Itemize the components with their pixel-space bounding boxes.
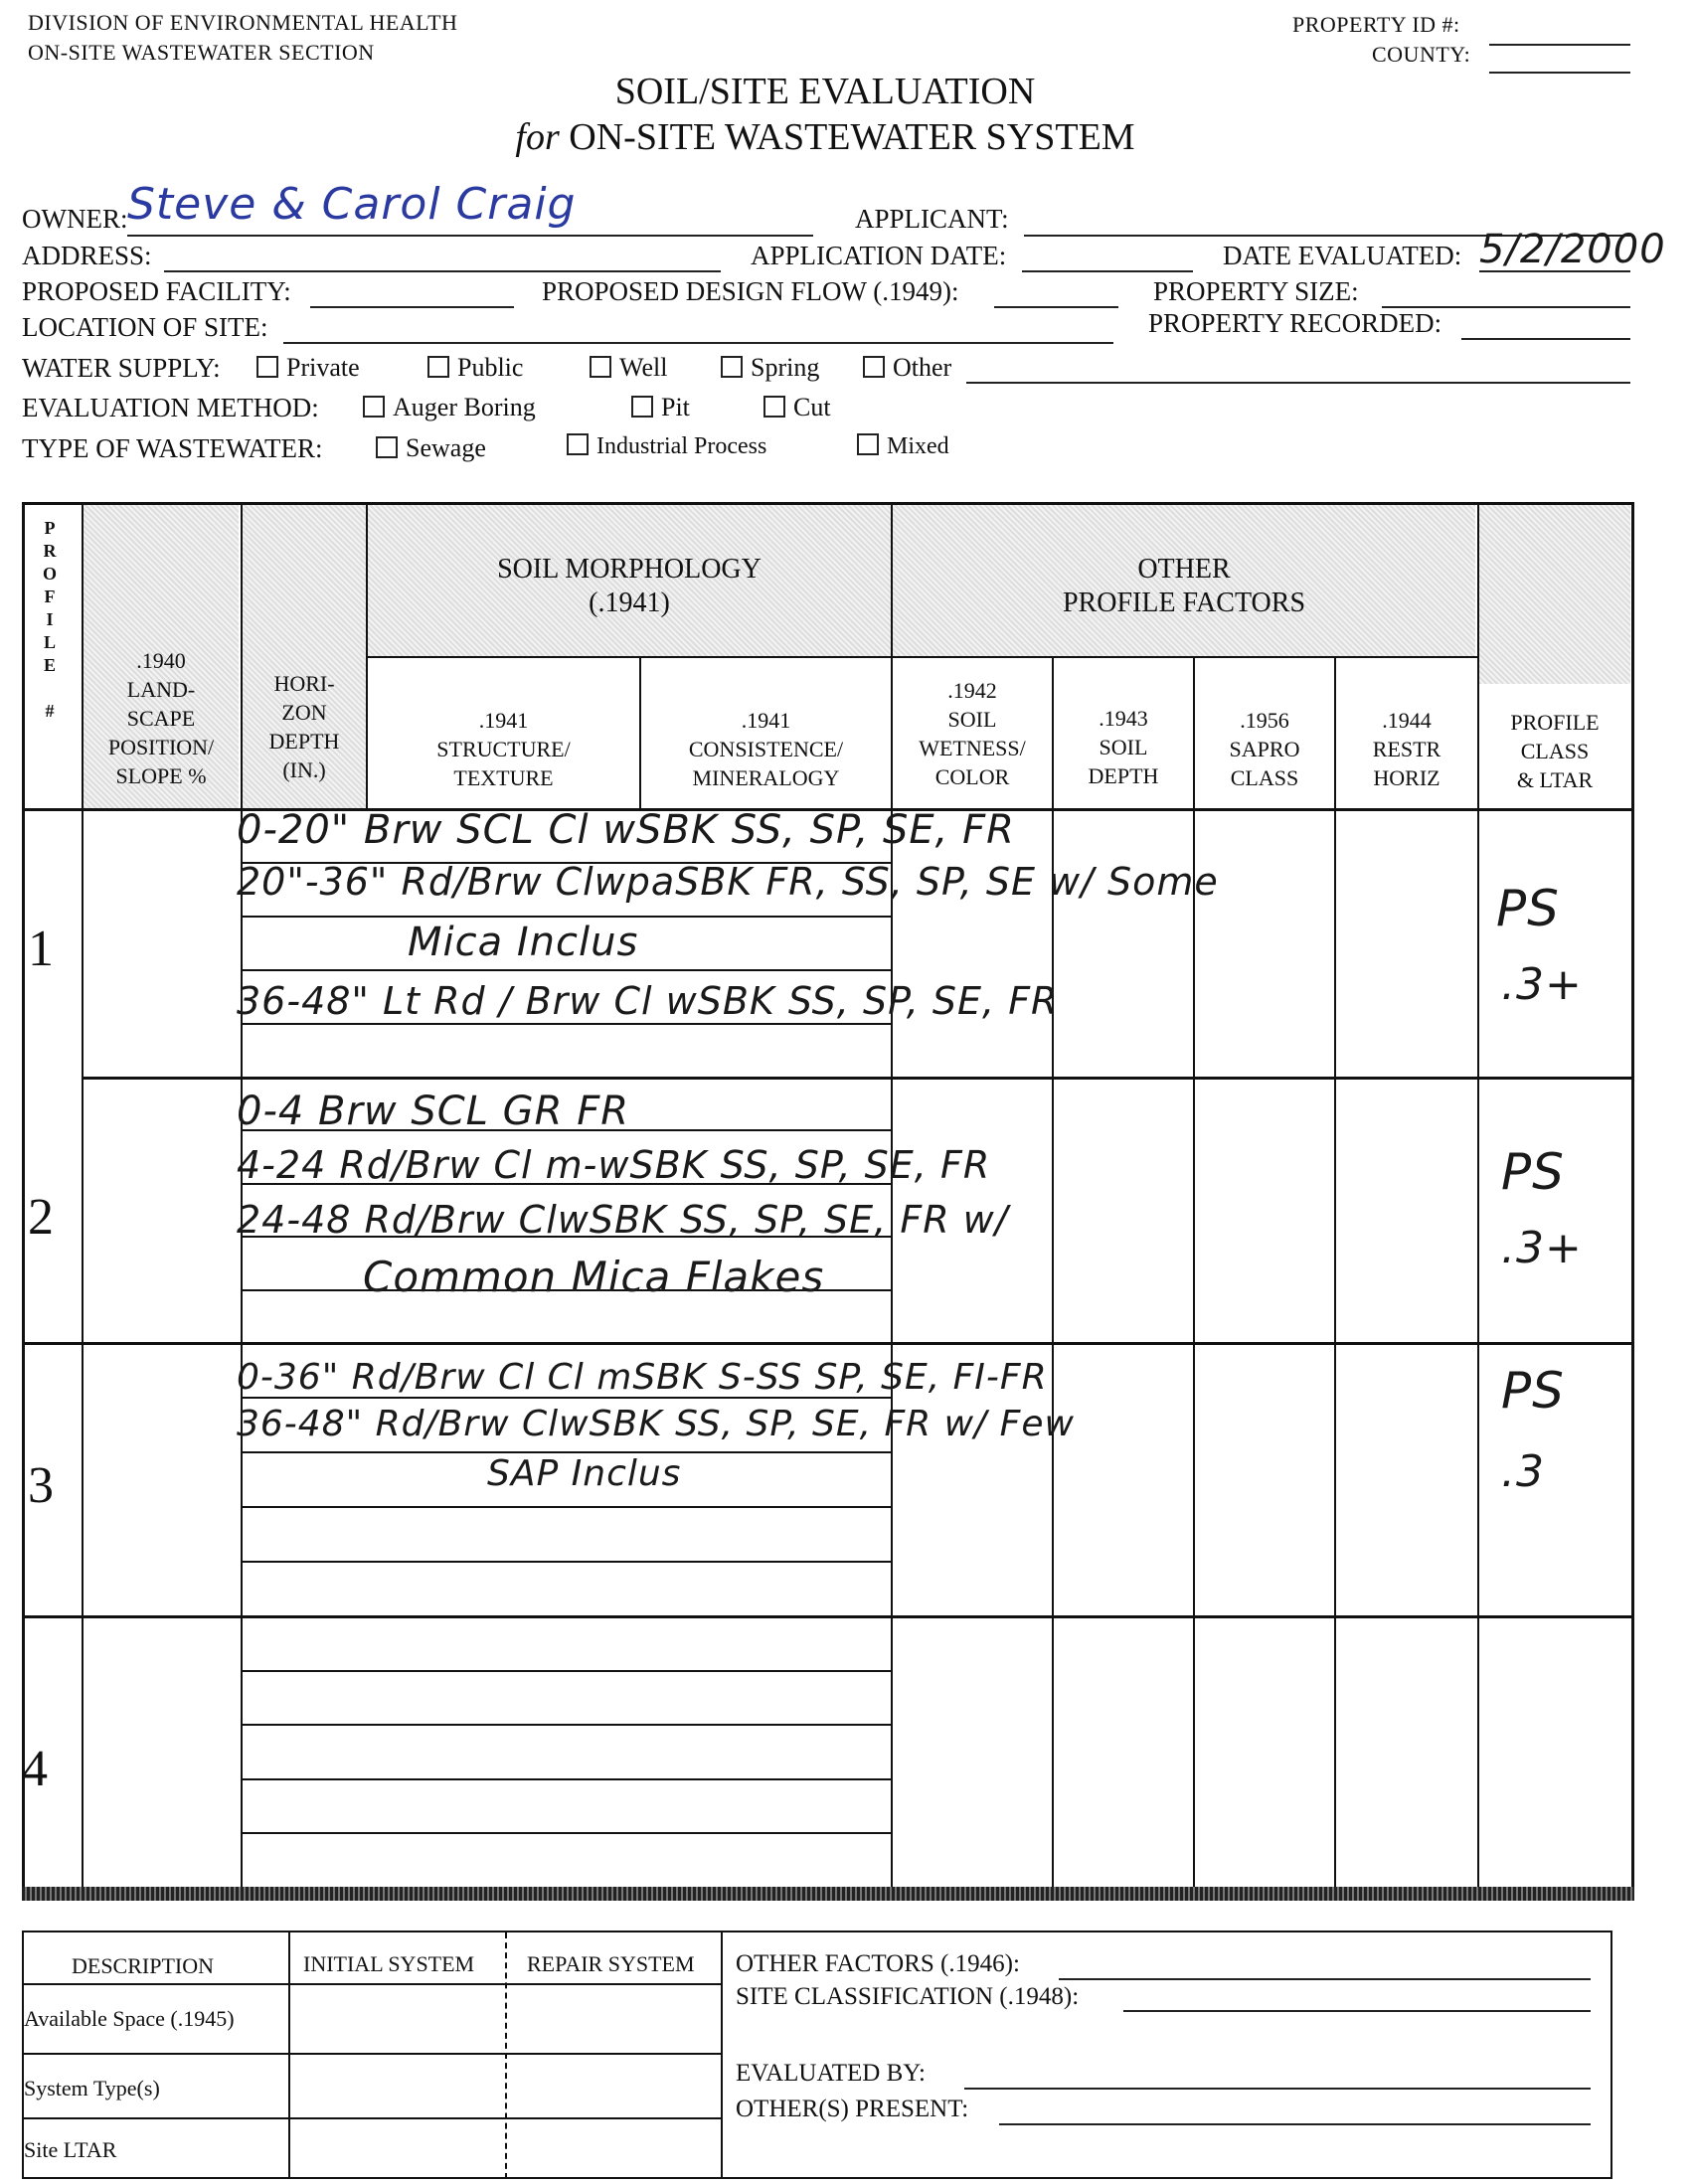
bottom-row-line <box>22 2117 721 2119</box>
horizon-row-line <box>243 1506 891 1508</box>
property-recorded-field[interactable] <box>1461 338 1630 340</box>
water-public-option[interactable] <box>427 353 523 383</box>
description-header: DESCRIPTION <box>72 1953 215 1978</box>
checkbox[interactable] <box>631 396 653 418</box>
profile-3-row-3: SAP Inclus <box>487 1453 682 1494</box>
subtitle-for: for <box>515 116 560 158</box>
col-soil-depth: .1943 SOIL DEPTH <box>1088 706 1159 788</box>
location-label: LOCATION OF SITE: <box>22 312 268 342</box>
wastewater-type-label: TYPE OF WASTEWATER: <box>22 433 323 463</box>
horizon-row-line <box>243 1023 891 1025</box>
evaluation-method-label: EVALUATION METHOD: <box>22 393 319 422</box>
option-label: Well <box>619 353 668 382</box>
col-structure-texture: .1941 STRUCTURE/ TEXTURE <box>436 708 571 790</box>
soil-morphology-header <box>368 553 891 620</box>
form-subtitle <box>0 115 1650 159</box>
date-evaluated-label: DATE EVALUATED: <box>1223 241 1462 270</box>
profile-2-row-3: 24-48 Rd/Brw ClwSBK SS, SP, SE, FR w/ <box>237 1198 1009 1242</box>
soil-morphology-code: (.1941) <box>589 588 670 618</box>
wastewater-industrial-option[interactable] <box>567 433 766 460</box>
system-type-label: System Type(s) <box>24 2076 160 2100</box>
location-field[interactable] <box>283 342 1113 344</box>
horizon-row-line <box>243 916 891 918</box>
col-code: .1941 <box>478 708 529 733</box>
checkbox[interactable] <box>863 356 885 378</box>
profile-2-row-1: 0-4 Brw SCL GR FR <box>237 1089 629 1134</box>
profile-3-class: PS <box>1501 1362 1565 1420</box>
col-divider <box>1334 656 1336 1897</box>
option-label: Public <box>457 353 524 382</box>
property-id-field[interactable] <box>1489 44 1630 46</box>
method-cut-option[interactable] <box>763 393 831 422</box>
division-name: DIVISION OF ENVIRONMENTAL HEALTH <box>28 10 458 35</box>
available-space-label: Available Space (.1945) <box>24 2006 235 2031</box>
other-factors-header <box>893 553 1475 620</box>
profile-1-row-1: 0-20" Brw SCL Cl wSBK SS, SP, SE, FR <box>237 807 1015 853</box>
col-horizon-depth: HORI- ZON DEPTH (IN.) <box>268 671 340 782</box>
other-factors-label: OTHER FACTORS (.1946): <box>736 1950 1020 1977</box>
method-pit-option[interactable] <box>631 393 690 422</box>
water-well-option[interactable] <box>590 353 667 383</box>
col-code: .1941 <box>741 708 791 733</box>
bottom-divider <box>505 1932 507 2179</box>
col-landscape: .1940 LAND- SCAPE POSITION/ SLOPE % <box>107 648 215 788</box>
option-label: Cut <box>793 393 831 421</box>
option-label: Other <box>893 353 952 382</box>
horizon-row-line <box>243 969 891 971</box>
application-date-field[interactable] <box>1022 270 1193 272</box>
proposed-facility-field[interactable] <box>310 306 514 308</box>
col-sapro-class: .1956 SAPRO CLASS <box>1229 708 1300 790</box>
col-soil-wetness: .1942 SOIL WETNESS/ COLOR <box>919 678 1026 789</box>
date-evaluated-value: 5/2/2000 <box>1479 227 1666 272</box>
profile-divider <box>22 1342 1634 1345</box>
profile-divider <box>22 1615 1634 1618</box>
profile-number-4: 4 <box>22 1741 48 1797</box>
checkbox[interactable] <box>363 396 385 418</box>
others-present-label: OTHER(S) PRESENT: <box>736 2096 969 2122</box>
col-code: .1956 <box>1240 708 1289 733</box>
option-label: Industrial Process <box>596 433 767 459</box>
checkbox[interactable] <box>721 356 743 378</box>
header-subdivider <box>366 656 1477 658</box>
owner-value: Steve & Carol Craig <box>127 179 577 230</box>
profile-3-row-1: 0-36" Rd/Brw Cl Cl mSBK S-SS SP, SE, FI-FR <box>237 1357 1048 1398</box>
profile-2-row-4: Common Mica Flakes <box>363 1253 825 1301</box>
applicant-label: APPLICANT: <box>855 204 1009 234</box>
water-spring-option[interactable] <box>721 353 819 383</box>
profile-number-3: 3 <box>28 1457 54 1514</box>
horizon-row-line <box>243 1670 891 1672</box>
checkbox[interactable] <box>376 436 398 458</box>
bottom-row-line <box>22 2053 721 2055</box>
bottom-divider <box>721 1932 723 2179</box>
profile-column-label: P R O F I L E # <box>42 518 57 721</box>
col-divider <box>1052 656 1054 1897</box>
site-classification-field[interactable] <box>1123 2010 1591 2012</box>
form-title: SOIL/SITE EVALUATION <box>614 71 1036 112</box>
property-id-label: PROPERTY ID #: <box>1292 12 1460 37</box>
col-divider <box>1193 656 1195 1897</box>
horizon-row-line <box>243 1832 891 1834</box>
subtitle-rest: ON-SITE WASTEWATER SYSTEM <box>569 116 1135 158</box>
profile-2-ltar: .3+ <box>1501 1223 1583 1273</box>
option-label: Private <box>286 353 360 382</box>
profile-1-class: PS <box>1496 880 1560 937</box>
option-label: Auger Boring <box>393 393 536 421</box>
bottom-row-line <box>22 1983 721 1985</box>
profile-3-row-2: 36-48" Rd/Brw ClwSBK SS, SP, SE, FR w/ Few <box>237 1404 1075 1444</box>
other-factors-field[interactable] <box>1059 1978 1591 1980</box>
address-label: ADDRESS: <box>22 241 152 270</box>
wastewater-mixed-option[interactable] <box>857 433 949 460</box>
profile-number-2: 2 <box>28 1189 54 1246</box>
profile-number-1: 1 <box>28 921 54 977</box>
water-private-option[interactable] <box>256 353 360 383</box>
col-code: .1942 <box>947 678 997 703</box>
repair-system-header: REPAIR SYSTEM <box>527 1951 695 1976</box>
water-supply-label: WATER SUPPLY: <box>22 353 221 383</box>
option-label: Mixed <box>887 433 949 459</box>
county-label: COUNTY: <box>1372 42 1471 67</box>
option-label: Spring <box>751 353 820 382</box>
header-shade <box>1479 505 1630 684</box>
horizon-row-line <box>243 1778 891 1780</box>
option-label: Sewage <box>406 433 486 462</box>
site-ltar-label: Site LTAR <box>24 2137 117 2162</box>
profile-2-class: PS <box>1501 1143 1565 1201</box>
property-recorded-label: PROPERTY RECORDED: <box>1148 308 1442 338</box>
checkbox[interactable] <box>590 356 611 378</box>
col-consistence: .1941 CONSISTENCE/ MINERALOGY <box>688 708 844 790</box>
water-other-option[interactable] <box>863 353 951 383</box>
checkbox[interactable] <box>763 396 785 418</box>
profile-1-row-3: Mica Inclus <box>408 920 639 965</box>
owner-label: OWNER: <box>22 204 128 234</box>
profile-1-row-4: 36-48" Lt Rd / Brw Cl wSBK SS, SP, SE, FR <box>237 979 1059 1023</box>
checkbox[interactable] <box>857 433 879 455</box>
col-code: .1944 <box>1382 708 1432 733</box>
property-size-label: PROPERTY SIZE: <box>1153 276 1359 306</box>
wastewater-sewage-option[interactable] <box>376 433 486 463</box>
evaluated-by-label: EVALUATED BY: <box>736 2060 926 2087</box>
horizon-row-line <box>243 1724 891 1726</box>
owner-field[interactable] <box>127 235 813 237</box>
profile-2-row-2: 4-24 Rd/Brw Cl m-wSBK SS, SP, SE, FR <box>237 1143 991 1187</box>
site-classification-label: SITE CLASSIFICATION (.1948): <box>736 1983 1080 2010</box>
application-date-label: APPLICATION DATE: <box>751 241 1007 270</box>
col-code: .1940 <box>136 648 186 673</box>
design-flow-field[interactable] <box>994 306 1118 308</box>
section-name: ON-SITE WASTEWATER SECTION <box>28 40 375 65</box>
checkbox[interactable] <box>427 356 449 378</box>
address-field[interactable] <box>164 270 721 272</box>
profile-1-row-2: 20"-36" Rd/Brw ClwpaSBK FR, SS, SP, SE w/ Some <box>237 860 1219 904</box>
col-code: .1943 <box>1099 706 1148 731</box>
soil-morphology-title: SOIL MORPHOLOGY <box>497 554 762 585</box>
option-label: Pit <box>661 393 690 421</box>
col-restr-horiz: .1944 RESTR HORIZ <box>1372 708 1441 790</box>
profile-1-ltar: .3+ <box>1501 959 1583 1010</box>
checkbox[interactable] <box>256 356 278 378</box>
design-flow-label: PROPOSED DESIGN FLOW (.1949): <box>542 276 959 306</box>
other-factors-title: OTHER <box>1137 554 1231 585</box>
checkbox[interactable] <box>567 433 589 455</box>
profile-3-ltar: .3 <box>1501 1446 1545 1497</box>
other-factors-subtitle: PROFILE FACTORS <box>1062 588 1306 618</box>
water-other-field[interactable] <box>966 382 1630 384</box>
evaluated-by-field[interactable] <box>964 2088 1591 2090</box>
initial-system-header: INITIAL SYSTEM <box>303 1951 475 1976</box>
profile-divider <box>84 1077 1634 1080</box>
others-present-field[interactable] <box>999 2123 1591 2125</box>
col-profile-class: PROFILE CLASS & LTAR <box>1510 710 1600 792</box>
proposed-facility-label: PROPOSED FACILITY: <box>22 276 291 306</box>
table-bottom-band <box>22 1887 1634 1901</box>
horizon-row-line <box>243 1561 891 1563</box>
bottom-divider <box>288 1932 290 2179</box>
method-auger-option[interactable] <box>363 393 536 422</box>
